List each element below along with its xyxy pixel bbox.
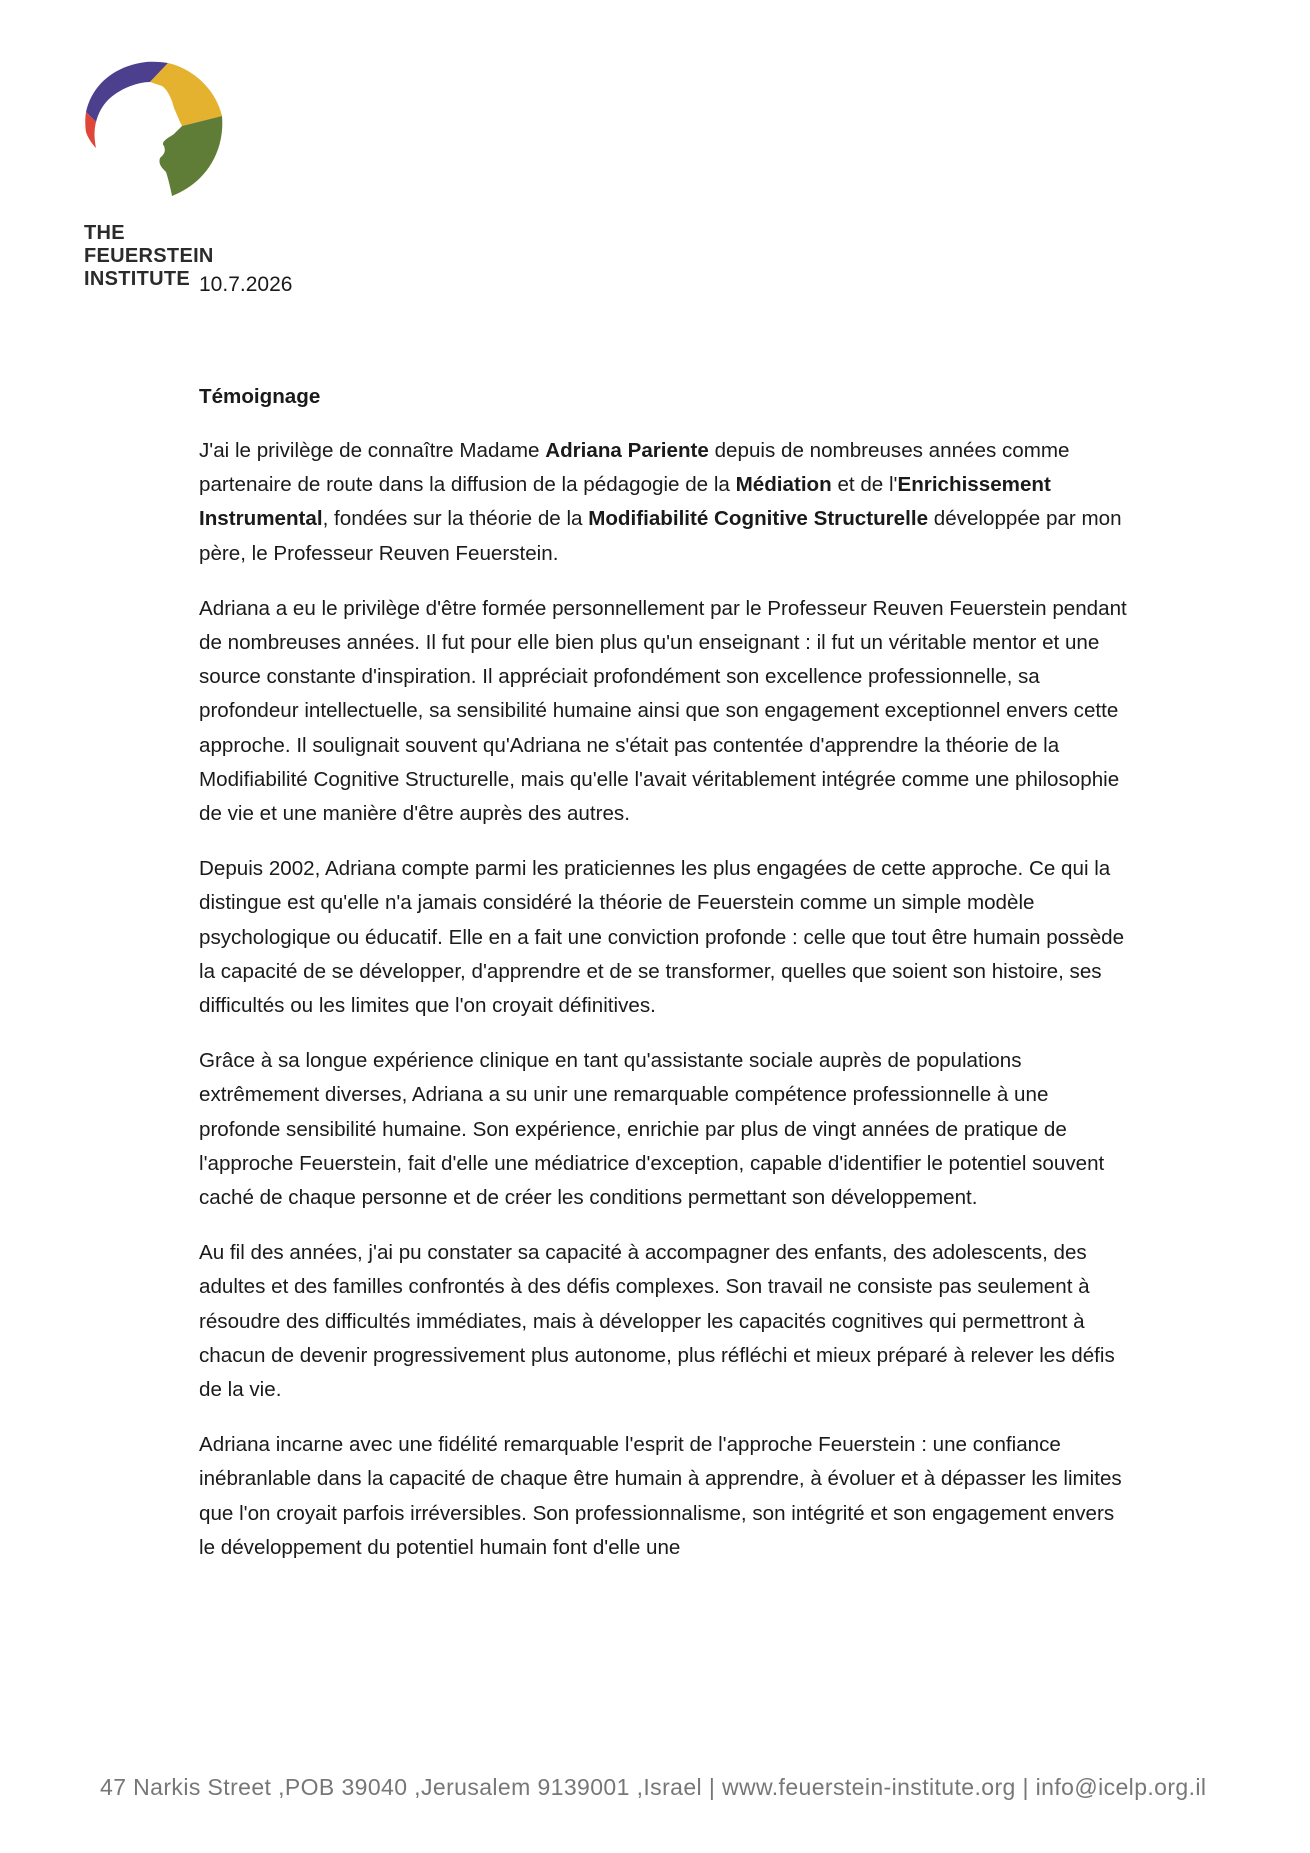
- p1-bold-modifiabilite: Modifiabilité Cognitive Structurelle: [588, 507, 929, 531]
- p1-text-c: depuis de nombreuses années comme partenaire de route dans la diffusion de la pédagogie de la: [199, 439, 1070, 497]
- feuerstein-profile-logo-icon: [84, 60, 224, 200]
- page-footer: 47 Narkis Street ,POB 39040 ,Jerusalem 9139001 ,Israel | www.feuerstein-institute.org | info@icelp.org.il: [100, 1774, 1207, 1800]
- paragraph-5: Au fil des années, j'ai pu constater sa capacité à accompagner des enfants, des adolescents, des adultes et des familles confrontés à des défis complexes. Son travail ne consiste pas seulement à résoudre des difficultés immédiates, mais à développer les capacités cognitives qui permettront à chacun de devenir progressivement plus autonome, plus réfléchi et mieux préparé à relever les défis de la vie.: [199, 1241, 1115, 1402]
- logo-line-2: FEUERSTEIN: [84, 245, 214, 267]
- p1-bold-enrichissement: Enrichissement Instrumental: [199, 473, 1051, 531]
- letter-title: Témoignage: [199, 385, 321, 408]
- logo-yellow-segment: [150, 63, 222, 126]
- p1-text-f: développée par mon père, le Professeur Reuven Feuerstein.: [199, 507, 1122, 565]
- p1-bold-mediation: Médiation: [735, 473, 832, 497]
- paragraph-3: Depuis 2002, Adriana compte parmi les praticiennes les plus engagées de cette approche. Ce qui la distingue est qu'elle n'a jamais considéré la théorie de Feuerstein comme un simple modèle psychologique ou éducatif. Elle en a fait une conviction profonde : celle que tout être humain possède la capacité de se développer, d'apprendre et de se transformer, quelles que soient son histoire, ses difficultés ou les limites que l'on croyait définitives.: [199, 857, 1125, 1018]
- letter-body: [199, 380, 1129, 1586]
- p1-bold-name: Adriana Pariente: [545, 439, 709, 462]
- paragraph-6: Adriana incarne avec une fidélité remarquable l'esprit de l'approche Feuerstein : une confiance inébranlable dans la capacité de chaque être humain à apprendre, à évoluer et à dépasser les limites que l'on croyait parfois irréversibles. Son professionnalisme, son intégrité et son engagement envers le développement du potentiel humain font d'elle une: [199, 1433, 1122, 1559]
- p1-text-d: et de l': [831, 473, 898, 497]
- paragraph-2: Adriana a eu le privilège d'être formée personnellement par le Professeur Reuven Feuerstein pendant de nombreuses années. Il fut pour elle bien plus qu'un enseignant : il fut un véritable mentor et une source constante d'inspiration. Il appréciait profondément son excellence professionnelle, sa profondeur intellectuelle, sa sensibilité humaine ainsi que son engagement exceptionnel envers cette approche. Il soulignait souvent qu'Adriana ne s'était pas contentée d'apprendre la théorie de la Modifiabilité Cognitive Structurelle, mais qu'elle l'avait véritablement intégrée comme une philosophie de vie et une manière d'être auprès des autres.: [199, 596, 1127, 826]
- logo-green-segment: [159, 116, 222, 196]
- paragraph-4: Grâce à sa longue expérience clinique en tant qu'assistante sociale auprès de populations extrêmement diverses, Adriana a su unir une remarquable compétence professionnelle à une profonde sensibilité humaine. Son expérience, enrichie par plus de vingt années de pratique de l'approche Feuerstein, fait d'elle une médiatrice d'exception, capable d'identifier le potentiel souvent caché de chaque personne et de créer les conditions permettant son développement.: [199, 1049, 1105, 1210]
- p1-text-a: J'ai le privilège de connaître Madame: [199, 439, 546, 462]
- p1-text-e: , fondées sur la théorie de la: [322, 507, 589, 531]
- logo-line-3: INSTITUTE: [84, 268, 191, 290]
- logo-purple-segment: [86, 62, 168, 122]
- logo-line-1: THE: [84, 222, 125, 244]
- institute-logo: [84, 60, 234, 291]
- paragraph-1: [199, 434, 1129, 571]
- letter-date: 10.7.2026: [199, 273, 293, 296]
